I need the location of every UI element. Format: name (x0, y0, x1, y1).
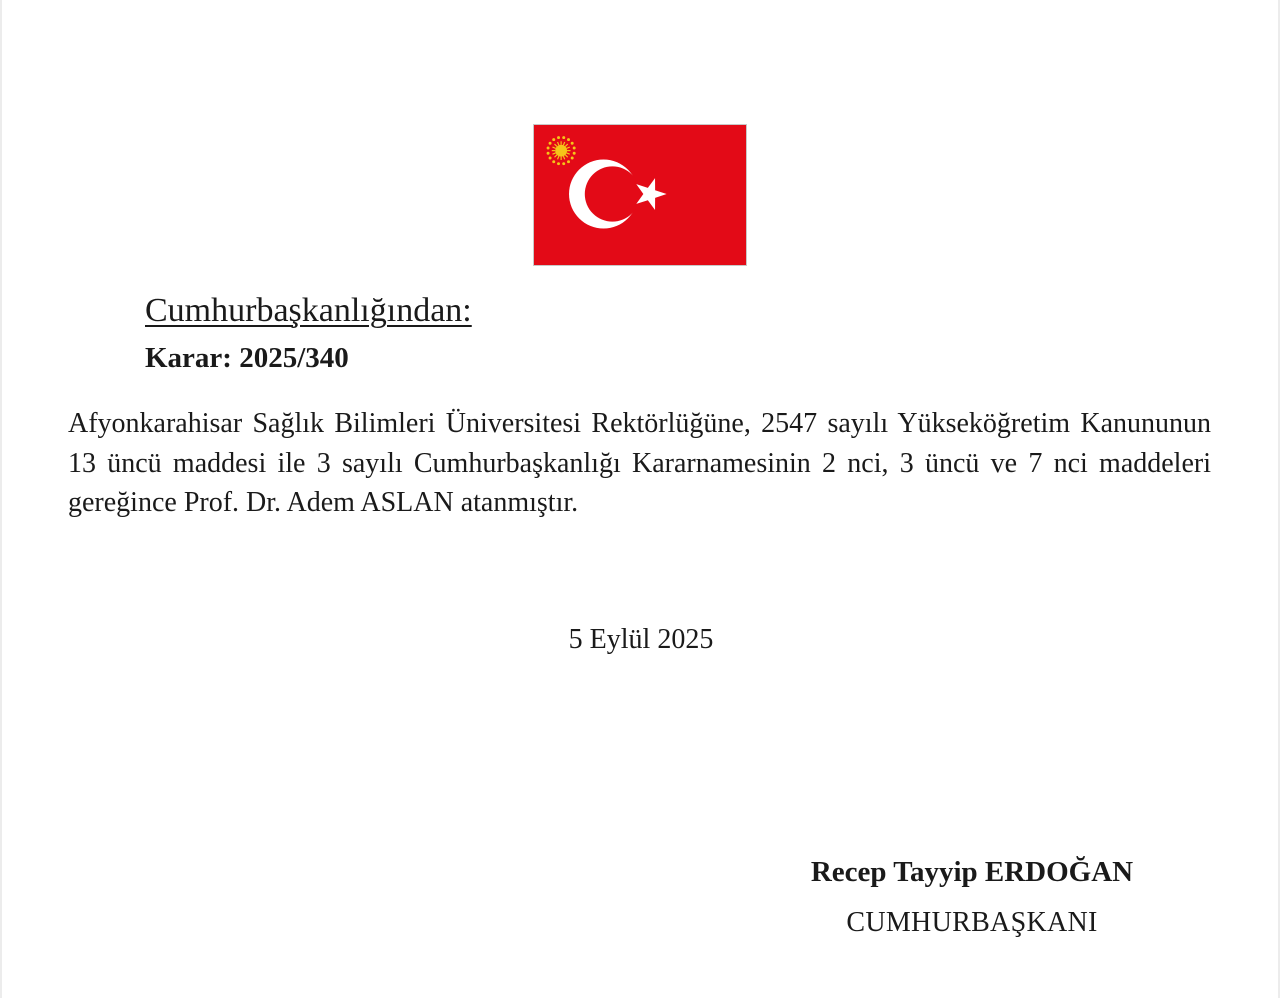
turkish-flag-icon (533, 124, 747, 266)
signatory-title: CUMHURBAŞKANI (846, 907, 1098, 938)
signatory-name: Recep Tayyip ERDOĞAN (810, 856, 1134, 888)
seal-sun (555, 145, 567, 157)
seal-star (552, 160, 555, 163)
seal-star (562, 162, 565, 165)
seal-star (562, 136, 565, 139)
seal-star (567, 138, 570, 141)
seal-star (573, 152, 576, 155)
seal-star (549, 142, 552, 145)
seal-star (552, 138, 555, 141)
seal-star (547, 147, 550, 150)
decision-date (2, 624, 1280, 656)
seal-star (557, 162, 560, 165)
seal-star (549, 157, 552, 160)
seal-star (571, 142, 574, 145)
decision-number: Karar: 2025/340 (145, 342, 349, 374)
page-title: Cumhurbaşkanlığından: (145, 292, 472, 329)
decision-body-text: Afyonkarahisar Sağlık Bilimleri Üniversitesi Rektörlüğüne, 2547 sayılı Yükseköğretim Kanununun 13 üncü maddesi ile 3 sayılı Cumhurbaşkanlığı Kararnamesinin 2 nci, 3 üncü ve 7 nci maddeleri gereğince Prof. Dr. Adem ASLAN atanmıştır. (68, 408, 1211, 518)
signature-block (762, 856, 1182, 939)
seal-star (557, 136, 560, 139)
seal-star (567, 160, 570, 163)
decision-date-text: 5 Eylül 2025 (568, 624, 714, 655)
seal-star (573, 147, 576, 150)
seal-star (571, 157, 574, 160)
seal-star (547, 152, 550, 155)
